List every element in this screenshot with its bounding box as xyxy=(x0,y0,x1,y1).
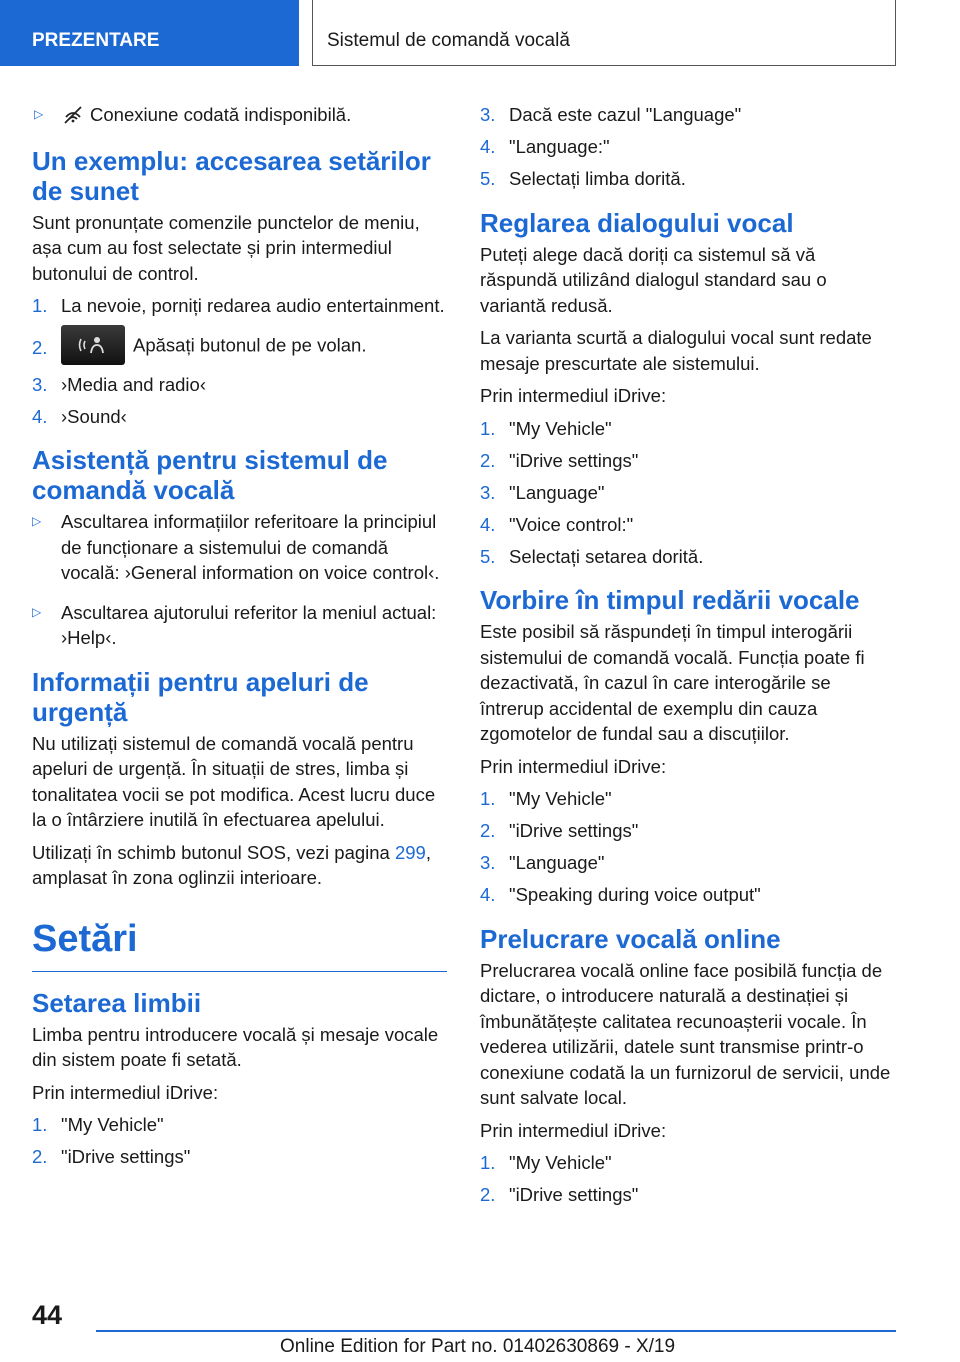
list-item: 1. "My Vehicle" xyxy=(480,417,612,439)
online-via: Prin intermediul iDrive: xyxy=(480,1119,667,1141)
list-item: 3. "Language" xyxy=(480,852,605,873)
page-link[interactable]: 299 xyxy=(394,841,426,863)
settings-heading: Setări xyxy=(32,917,447,972)
language-heading: Setarea limbii xyxy=(32,987,202,1018)
voice-control-button-icon xyxy=(61,325,125,365)
list-item: 2. Apăsați butonul de pe volan. xyxy=(32,325,447,365)
language-steps-continued xyxy=(480,102,892,192)
chapter-title: Sistemul de comandă vocală xyxy=(312,0,896,66)
example-intro: Sunt pronunțate comenzile punctelor de meniu, așa cum au fost selectate și prin intermediul butonului de control. xyxy=(32,211,420,284)
list-item: 2. "iDrive settings" xyxy=(32,1146,191,1167)
list-item: ▷ Ascultarea ajutorului referitor la meniul actual: ›Help‹. xyxy=(32,601,437,648)
list-item: ▷ Ascultarea informațiilor referitoare la principiul de funcționare a sistemului de comandă vocală: ›General information on voice control‹. xyxy=(32,511,440,583)
list-item: 3. Dacă este cazul "Language" xyxy=(480,104,742,125)
section-tab: PREZENTARE xyxy=(0,0,299,66)
no-connection-note xyxy=(32,102,447,128)
triangle-bullet-icon: ▷ xyxy=(32,604,42,619)
list-item: 5. Selectați setarea dorită. xyxy=(480,545,704,567)
language-via: Prin intermediul iDrive: xyxy=(32,1081,219,1103)
list-item: 5. Selectați limba dorită. xyxy=(480,168,686,189)
assist-items xyxy=(32,509,447,651)
right-column xyxy=(480,102,892,1214)
list-item: 1. "My Vehicle" xyxy=(480,1152,612,1173)
list-item: 2. "iDrive settings" xyxy=(480,820,639,841)
dialog-heading: Reglarea dialogului vocal xyxy=(480,207,794,238)
footer-divider xyxy=(96,1330,896,1332)
language-steps xyxy=(32,1112,447,1170)
list-item: 1. La nevoie, porniți redarea audio entertainment. xyxy=(32,295,445,316)
list-item: 2. "iDrive settings" xyxy=(480,449,639,471)
emergency-heading: Informații pentru apeluri de urgență xyxy=(32,666,369,727)
left-column xyxy=(32,102,447,1176)
language-intro: Limba pentru introducere vocală și mesaje vocale din sistem poate fi setată. xyxy=(32,1023,439,1070)
example-steps xyxy=(32,293,447,429)
speak-heading: Vorbire în timpul redării vocale xyxy=(480,585,860,615)
triangle-bullet-icon: ▷ xyxy=(34,107,44,121)
speak-steps xyxy=(480,786,892,908)
page-number: 44 xyxy=(32,1300,63,1330)
online-heading: Prelucrare vocală online xyxy=(480,923,781,954)
dialog-via: Prin intermediul iDrive: xyxy=(480,385,667,406)
speak-paragraph: Este posibil să răspundeți în timpul interogării sistemului de comandă vocală. Funcția poate fi dezactivată, în cazul în care interogările se întrerup accidental de exemplu din cauza zgomotelor de fundal sau a discuțiilor. xyxy=(480,621,865,744)
example-heading: Un exemplu: accesarea setărilor de sunet xyxy=(32,145,431,206)
list-item: 4. "Language:" xyxy=(480,136,610,157)
no-connection-text: Conexiune codată indisponibilă. xyxy=(90,104,352,125)
list-item: 4. "Speaking during voice output" xyxy=(480,884,761,905)
no-connection-icon xyxy=(62,105,84,125)
online-steps xyxy=(480,1150,892,1208)
page-header xyxy=(0,0,960,66)
dialog-short-paragraph: La varianta scurtă a dialogului vocal sunt redate mesaje prescurtate ale sistemului. xyxy=(480,327,872,374)
list-item: 3. ›Media and radio‹ xyxy=(32,373,206,395)
list-item: 2. "iDrive settings" xyxy=(480,1184,639,1205)
emergency-sos-paragraph: Utilizați în schimb butonul SOS, vezi pagina 299, amplasat în zona oglinzii interioare. xyxy=(32,841,431,888)
dialog-paragraph: Puteți alege dacă doriți ca sistemul să vă răspundă utilizând dialogul standard sau o variantă redusă. xyxy=(480,243,827,316)
list-item: 1. "My Vehicle" xyxy=(32,1114,164,1135)
emergency-paragraph: Nu utilizați sistemul de comandă vocală pentru apeluri de urgență. În situații de stres, limba și tonalitatea vocii se pot modifica. Acest lucru duce la o întârziere inutilă în efectuarea apelului. xyxy=(32,732,436,830)
list-item: 3. "Language" xyxy=(480,481,605,503)
list-item: 4. ›Sound‹ xyxy=(32,405,127,427)
edition-text: Online Edition for Part no. 01402630869 - X/19 xyxy=(280,1336,676,1357)
list-item: 1. "My Vehicle" xyxy=(480,788,612,809)
assist-heading: Asistență pentru sistemul de comandă vocală xyxy=(32,445,388,505)
speak-via: Prin intermediul iDrive: xyxy=(480,755,667,777)
list-item: 4. "Voice control:" xyxy=(480,513,634,535)
online-paragraph: Prelucrarea vocală online face posibilă funcția de dictare, o introducere naturală a destinației și îmbunătățește calitatea recunoașterii vocale. În vederea utilizării, datele sunt transmise printr-o conexiune codată la un furnizorul de servicii, unde sunt salvate local. xyxy=(480,959,891,1108)
dialog-steps xyxy=(480,416,892,570)
triangle-bullet-icon: ▷ xyxy=(32,514,42,528)
